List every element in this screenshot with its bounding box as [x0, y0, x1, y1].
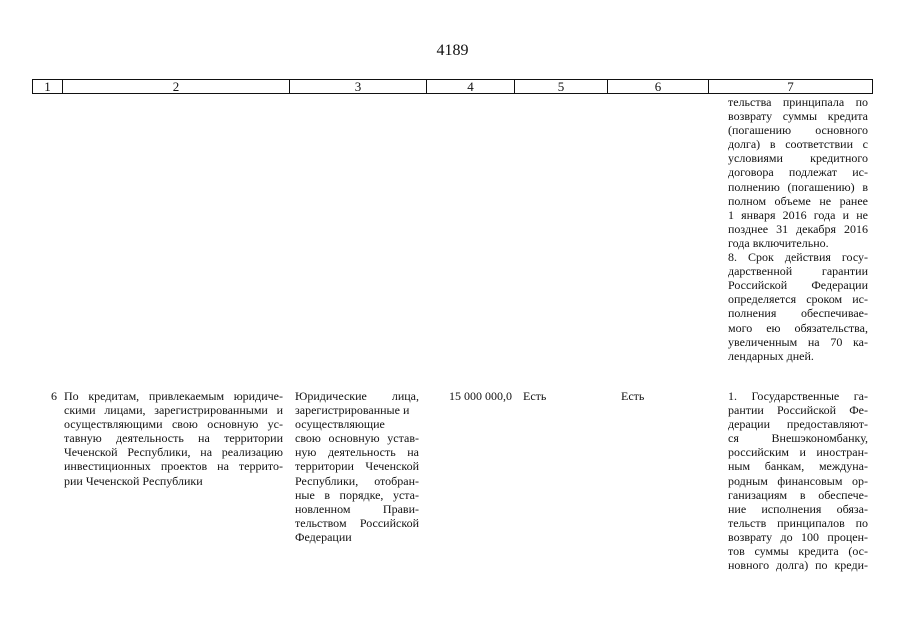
- text-line: новного долга) по креди-: [728, 558, 868, 573]
- text-line: Республики, отобран-: [295, 473, 419, 488]
- text-line: рии Чеченской Республики: [64, 473, 203, 488]
- text-line: мого ею обязательства,: [728, 320, 868, 335]
- page-number: 4189: [436, 42, 469, 59]
- row6-col7-conditions: [728, 389, 868, 572]
- text-line: территории Чеченской: [295, 459, 419, 474]
- text-line: рантии Российской Фе-: [728, 403, 868, 418]
- text-line: родным финансовым ор-: [728, 473, 868, 488]
- table-header-row: [32, 79, 873, 94]
- text-line: Чеченской Республики, на реализацию: [64, 445, 283, 460]
- text-line: скими лицами, зарегистрированными и: [64, 403, 283, 418]
- text-line: тельством Российской: [295, 515, 419, 530]
- row6-col6-value: Есть: [621, 389, 645, 403]
- row6-col4-amount: 15 000 000,0: [449, 389, 512, 403]
- text-line: года включительно.: [728, 235, 829, 250]
- text-line: договора подлежат ис-: [728, 165, 868, 180]
- text-line: Юридические лица,: [295, 389, 419, 403]
- text-line: инвестиционных проектов на террито-: [64, 459, 283, 474]
- text-line: ным банкам, междуна-: [728, 459, 868, 474]
- text-line: ние исполнения обяза-: [728, 501, 868, 516]
- row6-col3-principals: [295, 389, 419, 544]
- text-line: тавную деятельность на территории: [64, 431, 283, 446]
- text-line: дарственной гарантии: [728, 264, 868, 279]
- text-line: возврату до 100 процен-: [728, 529, 868, 544]
- text-line: увеличенным на 70 ка-: [728, 334, 868, 349]
- text-line: полном объеме не ранее: [728, 193, 868, 208]
- header-col-1: 1: [44, 79, 51, 94]
- text-line: ганизациям в обеспече-: [728, 487, 868, 502]
- text-line: ся Внешэкономбанку,: [728, 431, 868, 446]
- text-line: тов суммы кредита (ос-: [728, 544, 868, 559]
- text-line: позднее 31 декабря 2016: [728, 221, 868, 236]
- header-col-5: 5: [514, 80, 607, 93]
- row6-col2-description: [64, 389, 283, 488]
- text-line: тельств принципалов по: [728, 515, 868, 530]
- text-line: зарегистрированные и: [295, 403, 410, 418]
- header-col-6: 6: [607, 80, 708, 93]
- text-line: возврату суммы кредита: [728, 109, 868, 124]
- continuation-col7: [728, 95, 868, 363]
- text-line: 1. Государственные га-: [728, 389, 868, 403]
- text-line: полнению (погашению) в: [728, 179, 868, 194]
- header-col-4: 4: [426, 80, 514, 93]
- text-line: (погашению основного: [728, 123, 868, 138]
- header-col-3: 3: [289, 80, 426, 93]
- text-line: тельства принципала по: [728, 95, 868, 109]
- text-line: Федерации: [295, 529, 352, 544]
- text-line: 8. Срок действия госу-: [728, 250, 868, 265]
- header-col-2: 2: [62, 80, 289, 93]
- text-line: свою основную устав-: [295, 431, 419, 446]
- row6-col5-value: Есть: [523, 389, 547, 403]
- text-line: ные в порядке, уста-: [295, 487, 419, 502]
- text-line: дерации предоставляют-: [728, 417, 868, 432]
- text-line: ную деятельность на: [295, 445, 419, 460]
- text-line: Российской Федерации: [728, 278, 868, 293]
- text-line: По кредитам, привлекаемым юридиче-: [64, 389, 283, 403]
- header-col-7: 7: [708, 80, 872, 93]
- text-line: осуществляющими свою основную ус-: [64, 417, 283, 432]
- text-line: лендарных дней.: [728, 348, 814, 363]
- text-line: полнения обеспечивае-: [728, 306, 868, 321]
- text-line: 1 января 2016 года и не: [728, 207, 868, 222]
- text-line: определяется сроком ис-: [728, 292, 868, 307]
- text-line: новленном Прави-: [295, 501, 419, 516]
- text-line: условиями кредитного: [728, 151, 868, 166]
- text-line: российским и иностран-: [728, 445, 868, 460]
- row-number: 6: [51, 389, 57, 403]
- text-line: осуществляющие: [295, 417, 385, 432]
- text-line: долга) в соответствии с: [728, 137, 868, 152]
